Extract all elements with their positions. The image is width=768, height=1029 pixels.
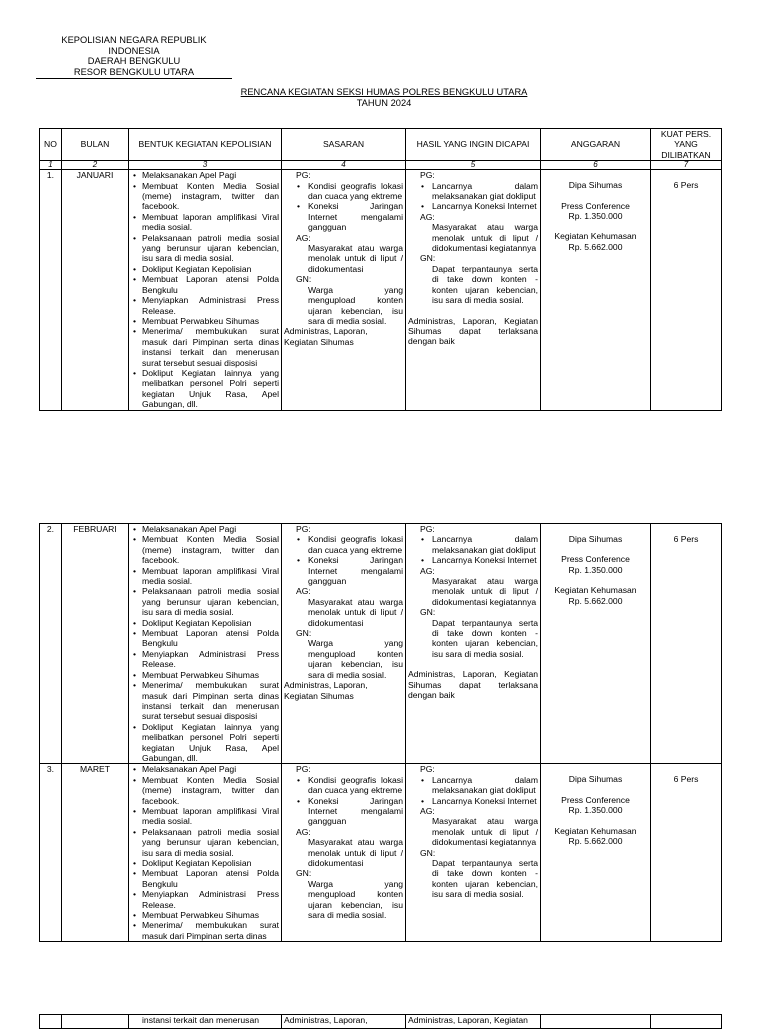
activity-item: • Membuat Perwabkeu Sihumas bbox=[142, 316, 279, 326]
anggaran-press-amount: Rp. 1.350.000 bbox=[568, 805, 623, 816]
hasil-gn-label: GN: bbox=[420, 607, 436, 618]
row-number: 2. bbox=[40, 524, 62, 764]
activity-item: • Membuat Laporan atensi Polda Bengkulu bbox=[142, 868, 279, 889]
letterhead-line-2: DAERAH BENGKULU bbox=[87, 56, 181, 67]
anggaran-kehumasan: Kegiatan Kehumasan bbox=[554, 231, 637, 242]
letterhead-line-3: RESOR BENGKULU UTARA bbox=[73, 66, 195, 77]
anggaran-dipa: Dipa Sihumas bbox=[568, 180, 623, 191]
sasaran-continuation: Administras, Laporan, bbox=[282, 1015, 406, 1029]
personel-count: 6 Pers bbox=[673, 180, 699, 191]
document-year: TAHUN 2024 bbox=[356, 97, 412, 108]
activity-item: • Menyiapkan Administrasi Press Release. bbox=[142, 889, 279, 910]
row-number: 1. bbox=[40, 170, 62, 410]
hasil-pg-label: PG: bbox=[420, 170, 435, 181]
personel-cell bbox=[651, 764, 722, 942]
letterhead-rule bbox=[36, 78, 232, 79]
anggaran-kehumasan-amount: Rp. 5.662.000 bbox=[568, 595, 623, 606]
sasaran-gn-text: Warga yang mengupload konten ujaran kebencian, isu sara di media sosial. bbox=[308, 878, 403, 921]
hasil-pg-item: • Lancarnya dalam melaksanakan giat dokliput bbox=[432, 534, 538, 555]
row-month: MARET bbox=[62, 764, 129, 942]
activity-item: • Melaksanakan Apel Pagi bbox=[142, 764, 279, 774]
col-header-no: NO bbox=[40, 129, 62, 161]
hasil-cell bbox=[406, 764, 541, 942]
hasil-footer: Administras, Laporan, Kegiatan Sihumas dapat terlaksana dengan baik bbox=[408, 669, 538, 701]
hasil-ag-text: Masyarakat atau warga menolak untuk di liput / didokumentasi kegiatannya bbox=[432, 222, 538, 254]
activity-item: • Membuat Perwabkeu Sihumas bbox=[142, 670, 279, 680]
activity-item: • Membuat Perwabkeu Sihumas bbox=[142, 910, 279, 920]
activities-cell bbox=[129, 170, 282, 410]
activity-item: • Menerima/ membukukan surat masuk dari Pimpinan serta dinas instansi terkait dan menerusan surat tersebut sesuai disposisi bbox=[142, 680, 279, 722]
sasaran-gn-text: Warga yang mengupload konten ujaran kebencian, isu sara di media sosial. bbox=[308, 638, 403, 680]
table-row bbox=[40, 1015, 722, 1029]
col-header-kuat-pers: KUAT PERS. YANG DILIBATKAN bbox=[651, 129, 722, 161]
sasaran-gn-label: GN: bbox=[296, 628, 312, 639]
hasil-pg-item: • Lancarnya dalam melaksanakan giat dokliput bbox=[432, 775, 538, 796]
hasil-ag-label: AG: bbox=[420, 805, 435, 816]
activity-item: • Menerima/ membukukan surat masuk dari Pimpinan serta dinas bbox=[142, 920, 279, 941]
anggaran-press-amount: Rp. 1.350.000 bbox=[568, 564, 623, 575]
table-row bbox=[40, 764, 722, 942]
activity-item: • Menyiapkan Administrasi Press Release. bbox=[142, 295, 279, 316]
column-number-row bbox=[40, 161, 722, 170]
col-number: 6 bbox=[541, 161, 651, 170]
sasaran-ag-label: AG: bbox=[296, 586, 311, 597]
anggaran-press-amount: Rp. 1.350.000 bbox=[568, 211, 623, 222]
activity-item: • Melaksanakan Apel Pagi bbox=[142, 524, 279, 534]
col-number: 4 bbox=[282, 161, 406, 170]
activity-item: • Membuat Laporan atensi Polda Bengkulu bbox=[142, 628, 279, 649]
personel-cell bbox=[651, 524, 722, 764]
hasil-gn-text: Dapat terpantaunya serta di take down konten - konten ujaran kebencian, isu sara di media sosial. bbox=[432, 263, 538, 306]
sasaran-gn-label: GN: bbox=[296, 868, 312, 879]
anggaran-kehumasan-amount: Rp. 5.662.000 bbox=[568, 241, 623, 252]
activity-item: • Menyiapkan Administrasi Press Release. bbox=[142, 649, 279, 670]
sasaran-pg-label: PG: bbox=[296, 170, 311, 181]
sasaran-ag-text: Masyarakat atau warga menolak untuk di liput / didokumentasi bbox=[308, 596, 403, 628]
sasaran-gn-text: Warga yang mengupload konten ujaran kebencian, isu sara di media sosial. bbox=[308, 284, 403, 326]
letterhead-line-1: KEPOLISIAN NEGARA REPUBLIK INDONESIA bbox=[61, 35, 207, 56]
sasaran-ag-label: AG: bbox=[296, 232, 311, 243]
hasil-pg-item: • Lancarnya dalam melaksanakan giat dokliput bbox=[432, 181, 538, 202]
anggaran-dipa: Dipa Sihumas bbox=[568, 774, 623, 785]
anggaran-press-conference: Press Conference bbox=[561, 200, 630, 211]
hasil-pg-item: • Lancarnya Koneksi Internet bbox=[432, 796, 538, 806]
col-number: 1 bbox=[40, 161, 62, 170]
hasil-ag-label: AG: bbox=[420, 211, 435, 222]
activities-continuation bbox=[129, 1015, 282, 1029]
plan-table-page-3 bbox=[39, 1014, 722, 1029]
plan-table-page-1 bbox=[39, 128, 722, 411]
hasil-pg-label: PG: bbox=[420, 764, 435, 775]
hasil-cell bbox=[406, 524, 541, 764]
table-header-row bbox=[40, 129, 722, 161]
hasil-continuation: Administras, Laporan, Kegiatan bbox=[406, 1015, 541, 1029]
hasil-ag-label: AG: bbox=[420, 565, 435, 576]
sasaran-pg-item: • Koneksi Jaringan Internet mengalami gangguan bbox=[308, 555, 403, 586]
sasaran-pg-item: • Koneksi Jaringan Internet mengalami gangguan bbox=[308, 201, 403, 232]
personel-count: 6 Pers bbox=[673, 774, 699, 785]
anggaran-cell bbox=[541, 524, 651, 764]
anggaran-kehumasan-amount: Rp. 5.662.000 bbox=[568, 835, 623, 846]
col-number: 5 bbox=[406, 161, 541, 170]
hasil-pg-item: • Lancarnya Koneksi Internet bbox=[432, 201, 538, 211]
anggaran-kehumasan: Kegiatan Kehumasan bbox=[554, 585, 637, 596]
table-row bbox=[40, 524, 722, 764]
activity-continuation-text: instansi terkait dan menerusan bbox=[142, 1015, 260, 1025]
col-number: 7 bbox=[651, 161, 722, 170]
sasaran-pg-item: • Kondisi geografis lokasi dan cuaca yang ektreme bbox=[308, 181, 403, 202]
anggaran-kehumasan: Kegiatan Kehumasan bbox=[554, 825, 637, 836]
sasaran-ag-text: Masyarakat atau warga menolak untuk di liput / didokumentasi bbox=[308, 243, 403, 274]
hasil-footer: Administras, Laporan, Kegiatan Sihumas dapat terlaksana dengan baik bbox=[408, 315, 538, 347]
anggaran-cell bbox=[541, 170, 651, 410]
activity-item: • Membuat Laporan atensi Polda Bengkulu bbox=[142, 274, 279, 295]
hasil-gn-label: GN: bbox=[420, 253, 436, 264]
sasaran-pg-label: PG: bbox=[296, 524, 311, 534]
activity-item: • Dokliput Kegiatan Kepolisian bbox=[142, 264, 279, 274]
activity-item: • Pelaksanaan patroli media sosial yang berunsur ujaran kebencian, isu sara di media sosial. bbox=[142, 586, 279, 617]
col-header-sasaran: SASARAN bbox=[282, 129, 406, 161]
hasil-pg-item: • Lancarnya Koneksi Internet bbox=[432, 555, 538, 565]
row-month: FEBRUARI bbox=[62, 524, 129, 764]
row-number: 3. bbox=[40, 764, 62, 942]
hasil-ag-text: Masyarakat atau warga menolak untuk di liput / didokumentasi kegiatannya bbox=[432, 816, 538, 848]
activity-item: • Membuat laporan amplifikasi Viral media sosial. bbox=[142, 806, 279, 827]
row-month: JANUARI bbox=[62, 170, 129, 410]
hasil-gn-label: GN: bbox=[420, 847, 436, 858]
sasaran-cell bbox=[282, 524, 406, 764]
sasaran-footer: Administras, Laporan, Kegiatan Sihumas bbox=[284, 680, 368, 701]
col-number: 2 bbox=[62, 161, 129, 170]
activity-item: • Melaksanakan Apel Pagi bbox=[142, 170, 279, 180]
sasaran-pg-label: PG: bbox=[296, 764, 311, 775]
anggaran-cell bbox=[541, 764, 651, 942]
activities-cell bbox=[129, 524, 282, 764]
activity-item: • Dokliput Kegiatan Kepolisian bbox=[142, 618, 279, 628]
activity-item: • Membuat laporan amplifikasi Viral media sosial. bbox=[142, 212, 279, 233]
col-header-bulan: BULAN bbox=[62, 129, 129, 161]
hasil-ag-text: Masyarakat atau warga menolak untuk di liput / didokumentasi kegiatannya bbox=[432, 576, 538, 607]
personel-count: 6 Pers bbox=[673, 534, 699, 544]
activity-item: • Dokliput Kegiatan lainnya yang melibatkan personel Polri seperti kegiatan Unjuk Rasa, Apel Gabungan, dll. bbox=[142, 368, 279, 410]
plan-table-page-2 bbox=[39, 523, 722, 942]
table-row bbox=[40, 170, 722, 410]
document-title-block bbox=[0, 87, 768, 108]
anggaran-press-conference: Press Conference bbox=[561, 554, 630, 565]
activity-item: • Membuat Konten Media Sosial (meme) instagram, twitter dan facebook. bbox=[142, 181, 279, 212]
letterhead bbox=[36, 35, 232, 79]
activity-item: • Pelaksanaan patroli media sosial yang berunsur ujaran kebencian, isu sara di media sosial. bbox=[142, 827, 279, 858]
sasaran-pg-item: • Kondisi geografis lokasi dan cuaca yang ektreme bbox=[308, 775, 403, 796]
sasaran-cell bbox=[282, 764, 406, 942]
hasil-gn-text: Dapat terpantaunya serta di take down konten - konten ujaran kebencian, isu sara di media sosial. bbox=[432, 617, 538, 659]
personel-cell bbox=[651, 170, 722, 410]
sasaran-footer: Administras, Laporan, Kegiatan Sihumas bbox=[284, 326, 368, 347]
activity-item: • Membuat Konten Media Sosial (meme) instagram, twitter dan facebook. bbox=[142, 534, 279, 565]
document-title: RENCANA KEGIATAN SEKSI HUMAS POLRES BENGKULU UTARA bbox=[240, 87, 528, 97]
activity-item: • Pelaksanaan patroli media sosial yang berunsur ujaran kebencian, isu sara di media sosial. bbox=[142, 233, 279, 264]
col-header-anggaran: ANGGARAN bbox=[541, 129, 651, 161]
activity-item: • Membuat laporan amplifikasi Viral media sosial. bbox=[142, 566, 279, 587]
activity-item: • Dokliput Kegiatan Kepolisian bbox=[142, 858, 279, 868]
activities-cell bbox=[129, 764, 282, 942]
sasaran-ag-text: Masyarakat atau warga menolak untuk di liput / didokumentasi bbox=[308, 837, 403, 868]
sasaran-pg-item: • Koneksi Jaringan Internet mengalami gangguan bbox=[308, 796, 403, 827]
col-header-bentuk-kegiatan: BENTUK KEGIATAN KEPOLISIAN bbox=[129, 129, 282, 161]
activity-item: • Membuat Konten Media Sosial (meme) instagram, twitter dan facebook. bbox=[142, 775, 279, 806]
hasil-gn-text: Dapat terpantaunya serta di take down konten - konten ujaran kebencian, isu sara di media sosial. bbox=[432, 858, 538, 900]
sasaran-pg-item: • Kondisi geografis lokasi dan cuaca yang ektreme bbox=[308, 534, 403, 555]
anggaran-press-conference: Press Conference bbox=[561, 794, 630, 805]
col-number: 3 bbox=[129, 161, 282, 170]
sasaran-ag-label: AG: bbox=[296, 826, 311, 837]
activity-item: • Menerima/ membukukan surat masuk dari Pimpinan serta dinas instansi terkait dan menerusan surat tersebut sesuai disposisi bbox=[142, 326, 279, 368]
hasil-cell bbox=[406, 170, 541, 410]
sasaran-gn-label: GN: bbox=[296, 274, 312, 285]
hasil-pg-label: PG: bbox=[420, 524, 435, 534]
sasaran-cell bbox=[282, 170, 406, 410]
col-header-hasil: HASIL YANG INGIN DICAPAI bbox=[406, 129, 541, 161]
activity-item: • Dokliput Kegiatan lainnya yang melibatkan personel Polri seperti kegiatan Unjuk Rasa, Apel Gabungan, dll. bbox=[142, 722, 279, 764]
anggaran-dipa: Dipa Sihumas bbox=[568, 534, 623, 544]
